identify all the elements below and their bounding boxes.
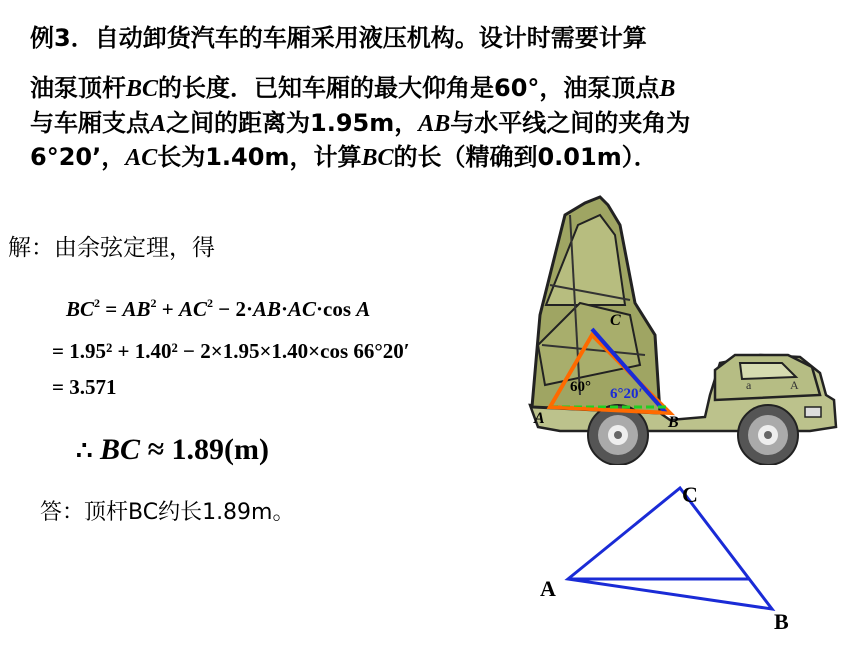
problem-text: 6°20’，	[30, 143, 126, 171]
eq-op: =	[105, 297, 118, 321]
eq-op: −	[218, 297, 231, 321]
answer-text: 答：顶杆BC约长1.89m。	[40, 500, 295, 525]
truck-label-a: A	[534, 410, 545, 427]
result-rhs: ≈ 1.89(m)	[147, 433, 270, 466]
final-result	[76, 433, 269, 467]
angle-60-label: 60°	[570, 379, 591, 395]
truck-dump-bed	[532, 197, 660, 413]
problem-text: 的长（精确到0.01m）．	[393, 143, 658, 171]
eq-term: AC	[178, 297, 207, 321]
problem-text: 例3．自动卸货汽车的车厢采用液压机构。设计时需要计算	[30, 24, 647, 52]
problem-text: 与车厢支点	[30, 109, 150, 137]
eq-exp: 2	[94, 296, 101, 310]
triangle-abc	[568, 488, 772, 609]
eq-op: ·	[316, 297, 324, 321]
result-lhs: BC	[100, 433, 141, 466]
therefore-symbol: ∴	[76, 436, 93, 465]
triangle-label-a: A	[540, 576, 556, 601]
triangle-label-b: B	[774, 609, 789, 634]
truck-label-b: B	[668, 414, 679, 431]
truck-wheel-rear	[738, 405, 798, 465]
segment-ab: AB	[418, 111, 451, 137]
eq-term: cos	[323, 297, 352, 321]
eq-term: AC	[288, 297, 317, 321]
eq-term: BC	[66, 297, 95, 321]
eq-op: ·	[245, 297, 253, 321]
segment-ac: AC	[125, 145, 158, 171]
problem-line-3	[30, 109, 690, 138]
eq-term: AB	[252, 297, 281, 321]
truck-wheel-front	[588, 405, 648, 465]
eq-exp: 2	[150, 296, 157, 310]
svg-text:A: A	[790, 378, 799, 392]
svg-text:a: a	[746, 378, 752, 392]
problem-line-4	[30, 143, 658, 172]
equation-substitution: = 1.95² + 1.40² − 2×1.95×1.40×cos 66°20′	[52, 339, 410, 363]
eq-op: ·	[280, 297, 288, 321]
equation-law-of-cosines	[66, 297, 370, 322]
problem-line-2	[30, 74, 675, 103]
segment-bc: BC	[361, 145, 394, 171]
problem-text: 油泵顶杆	[30, 74, 126, 102]
solution-intro: 解：由余弦定理，得	[8, 235, 215, 261]
problem-text: 与水平线之间的夹角为	[450, 109, 691, 137]
truck-label-c: C	[610, 312, 621, 329]
point-a: A	[150, 111, 167, 137]
point-b: B	[659, 76, 676, 102]
eq-op: +	[161, 297, 174, 321]
eq-term: 2	[235, 297, 246, 321]
dump-truck-figure	[520, 195, 855, 465]
problem-line-1	[30, 24, 647, 52]
angle-620-label: 6°20′	[610, 386, 643, 402]
problem-text: 的长度．已知车厢的最大仰角是60°，油泵顶点	[158, 74, 660, 102]
equation-result-value: = 3.571	[52, 375, 117, 399]
eq-term: A	[356, 297, 371, 321]
problem-text: 长为1.40m，计算	[157, 143, 362, 171]
problem-text: 之间的距离为1.95m，	[166, 109, 419, 137]
eq-exp: 2	[206, 296, 213, 310]
triangle-diagram	[530, 478, 830, 638]
segment-bc: BC	[126, 76, 159, 102]
triangle-label-c: C	[682, 482, 698, 507]
eq-term: AB	[122, 297, 151, 321]
